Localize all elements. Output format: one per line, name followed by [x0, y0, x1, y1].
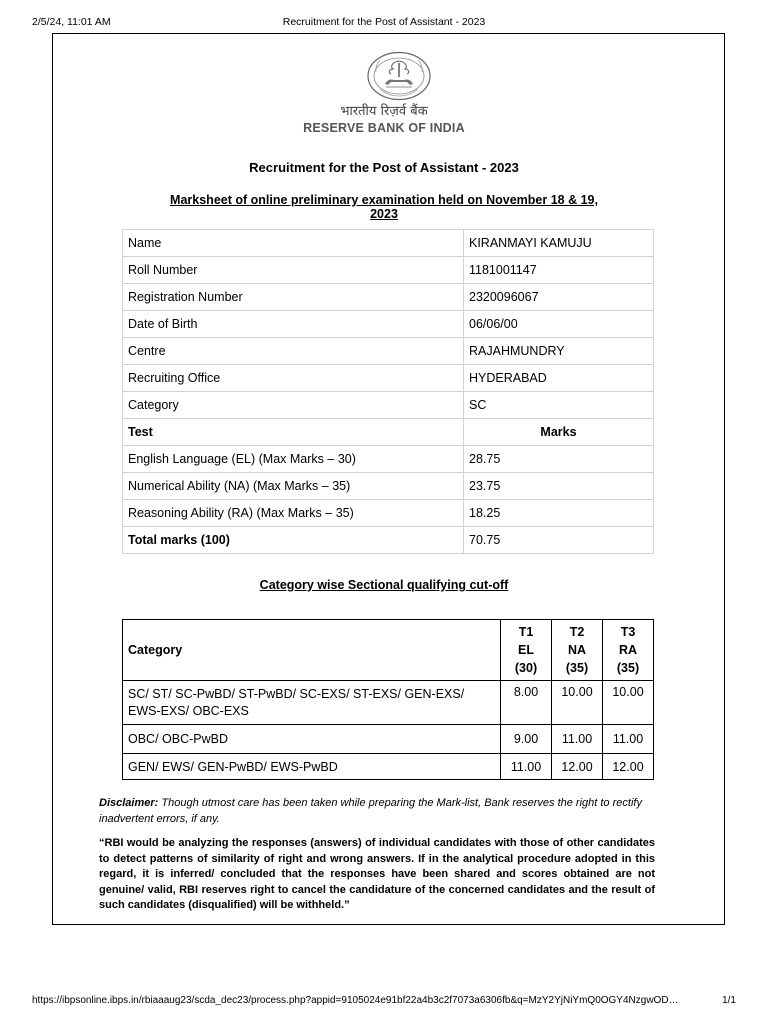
col-section: NA	[567, 643, 587, 657]
cutoff-t1: 8.00	[501, 681, 552, 725]
rbi-emblem-logo	[366, 51, 432, 101]
col-code: T3	[620, 625, 636, 639]
table-row	[123, 392, 654, 419]
total-label: Total marks (100)	[123, 527, 464, 554]
field-label: Recruiting Office	[123, 365, 464, 392]
field-value: 1181001147	[464, 257, 654, 284]
cutoff-t1: 9.00	[501, 725, 552, 754]
marks-header: Marks	[464, 419, 654, 446]
marks-header-row	[123, 419, 654, 446]
bank-name-hindi: भारतीय रिज़र्व बैंक	[340, 104, 428, 119]
col-section: RA	[618, 643, 638, 657]
test-name: English Language (EL) (Max Marks – 30)	[123, 446, 464, 473]
cutoff-col-header-t1	[501, 620, 552, 681]
table-row	[123, 446, 654, 473]
field-value: SC	[464, 392, 654, 419]
table-row	[123, 230, 654, 257]
cutoff-table	[122, 619, 654, 780]
table-row	[123, 338, 654, 365]
field-value: 06/06/00	[464, 311, 654, 338]
category-header: Category	[123, 620, 501, 681]
field-label: Registration Number	[123, 284, 464, 311]
field-value: HYDERABAD	[464, 365, 654, 392]
page-number: 1/1	[722, 995, 736, 1006]
col-code: T2	[569, 625, 585, 639]
total-value: 70.75	[464, 527, 654, 554]
cutoff-t3: 11.00	[603, 725, 654, 754]
test-marks: 28.75	[464, 446, 654, 473]
table-row	[123, 365, 654, 392]
col-code: T1	[518, 625, 534, 639]
col-max: (35)	[616, 661, 640, 675]
cutoff-col-header-t3	[603, 620, 654, 681]
table-row	[123, 500, 654, 527]
cutoff-t2: 12.00	[552, 754, 603, 780]
field-label: Roll Number	[123, 257, 464, 284]
test-marks: 18.25	[464, 500, 654, 527]
test-name: Reasoning Ability (RA) (Max Marks – 35)	[123, 500, 464, 527]
cutoff-category: GEN/ EWS/ GEN-PwBD/ EWS-PwBD	[123, 754, 501, 780]
cutoff-t3: 12.00	[603, 754, 654, 780]
field-value: 2320096067	[464, 284, 654, 311]
col-max: (35)	[565, 661, 589, 675]
field-label: Centre	[123, 338, 464, 365]
cutoff-col-header-t2	[552, 620, 603, 681]
cutoff-category: OBC/ OBC-PwBD	[123, 725, 501, 754]
bank-name-english: RESERVE BANK OF INDIA	[303, 121, 465, 135]
col-section: EL	[518, 643, 534, 657]
test-name: Numerical Ability (NA) (Max Marks – 35)	[123, 473, 464, 500]
cutoff-header-row	[123, 620, 654, 681]
cutoff-t3: 10.00	[603, 681, 654, 725]
print-footer	[32, 995, 736, 1009]
table-row	[123, 725, 654, 754]
marksheet-table	[122, 229, 654, 554]
print-header	[32, 16, 736, 30]
table-row	[123, 681, 654, 725]
table-row	[123, 754, 654, 780]
field-label: Category	[123, 392, 464, 419]
document-title: Recruitment for the Post of Assistant - 2023	[249, 160, 519, 175]
disclaimer	[99, 796, 655, 827]
page-url: https://ibpsonline.ibps.in/rbiaaaug23/scda_dec23/process.php?appid=9105024e91bf22a4b3c2f7073a6306fb&q=MzY2YjNiYmQ0OGY4NzgwOD…	[32, 995, 679, 1006]
col-max: (30)	[514, 661, 538, 675]
disclaimer-label: Disclaimer:	[99, 797, 159, 809]
cutoff-t2: 11.00	[552, 725, 603, 754]
rbi-notice: “RBI would be analyzing the responses (answers) of individual candidates with those of other candidates to detect patterns of similarity of right and wrong answers. If in the analytical procedure adopted in this regard, it is inferred/ concluded that the responses have been shared and scores obtained are not genuine/ valid, RBI reserves right to cancel the candidature of the concerned candidates and the result of such candidates (disqualified) will be withheld.”	[99, 837, 655, 911]
print-page-title: Recruitment for the Post of Assistant - 2023	[282, 16, 486, 28]
field-value: RAJAHMUNDRY	[464, 338, 654, 365]
cutoff-category: SC/ ST/ SC-PwBD/ ST-PwBD/ SC-EXS/ ST-EXS/ GEN-EXS/ EWS-EXS/ OBC-EXS	[123, 681, 501, 725]
table-row	[123, 473, 654, 500]
table-row	[123, 284, 654, 311]
test-marks: 23.75	[464, 473, 654, 500]
field-value: KIRANMAYI KAMUJU	[464, 230, 654, 257]
field-label: Date of Birth	[123, 311, 464, 338]
test-header: Test	[123, 419, 464, 446]
cutoff-title: Category wise Sectional qualifying cut-off	[259, 578, 509, 592]
cutoff-t1: 11.00	[501, 754, 552, 780]
table-row	[123, 311, 654, 338]
disclaimer-text: Though utmost care has been taken while preparing the Mark-list, Bank reserves the right to rectify inadvertent errors, if any.	[99, 797, 642, 825]
cutoff-t2: 10.00	[552, 681, 603, 725]
document-subtitle: Marksheet of online preliminary examination held on November 18 & 19, 2023	[170, 193, 598, 221]
table-row	[123, 257, 654, 284]
field-label: Name	[123, 230, 464, 257]
total-row	[123, 527, 654, 554]
print-datetime: 2/5/24, 11:01 AM	[32, 16, 111, 28]
